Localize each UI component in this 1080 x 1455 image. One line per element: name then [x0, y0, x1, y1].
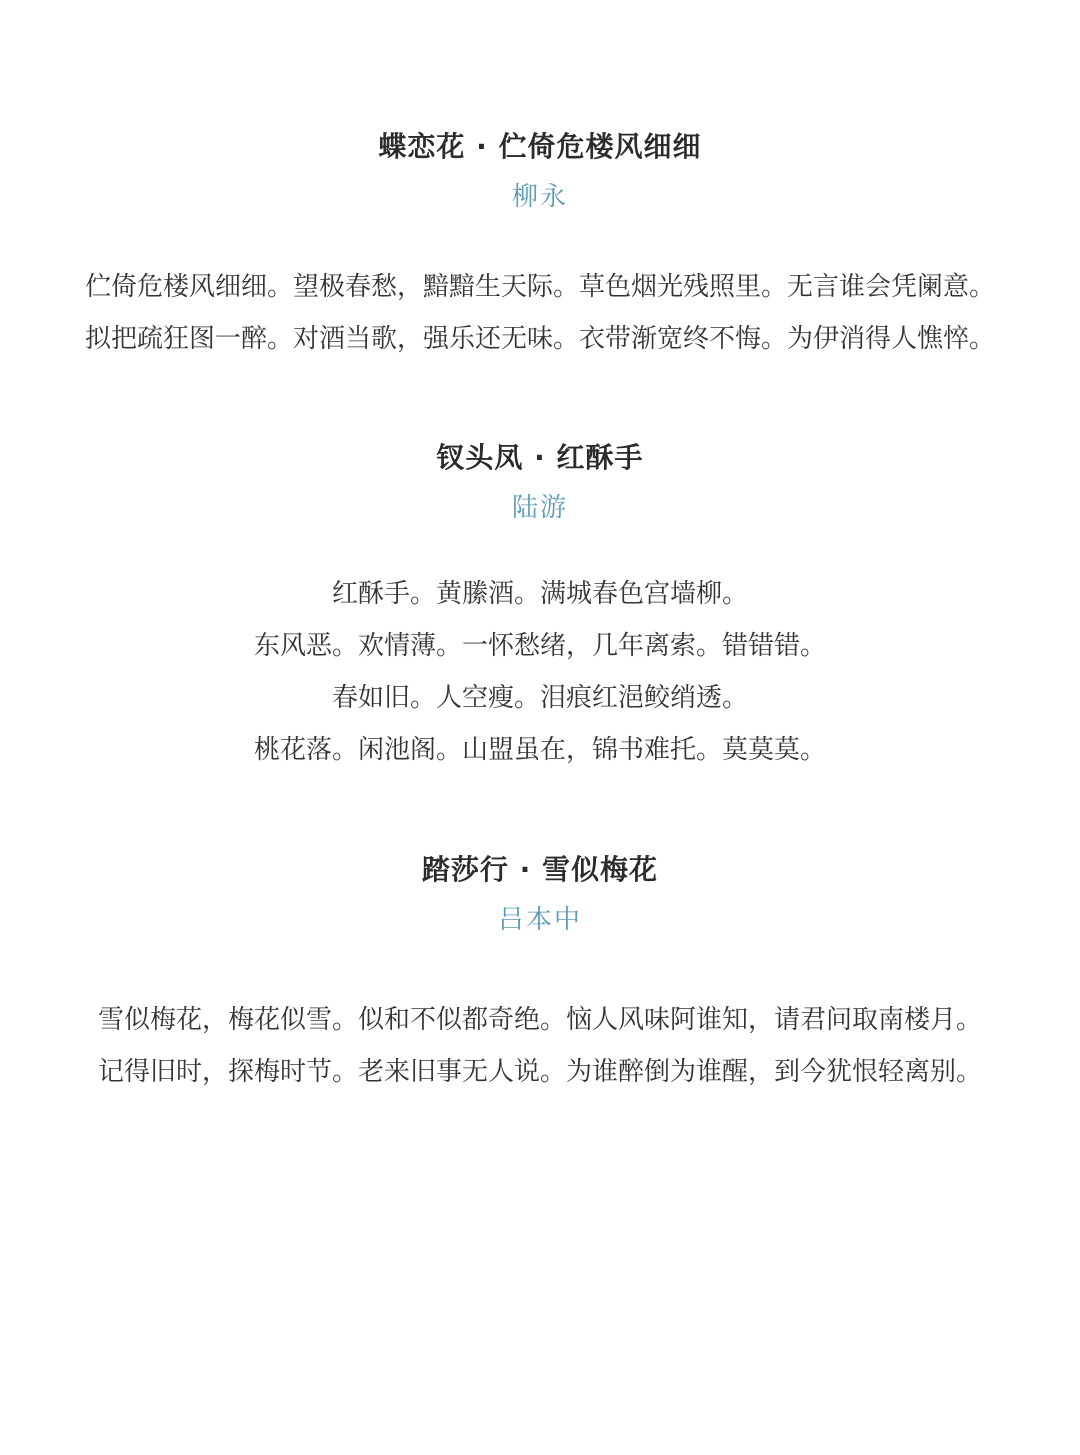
poem-line: 东风恶。欢情薄。一怀愁绪，几年离索。错错错。: [253, 631, 826, 661]
poem-section: [0, 438, 1080, 776]
poem-line: 春如旧。人空瘦。泪痕红浥鲛绡透。: [331, 683, 748, 713]
poem-title: 踏莎行 · 雪似梅花: [421, 853, 659, 886]
poem-line: 记得旧时，探梅时节。老来旧事无人说。为谁醉倒为谁醒，到今犹恨轻离别。: [97, 1057, 982, 1087]
poem-title: 蝶恋花 · 伫倚危楼风细细: [378, 130, 702, 163]
poem-body: [0, 261, 1080, 365]
poem-title: 钗头凤 · 红酥手: [436, 441, 644, 474]
poem-line: 红酥手。黄縢酒。满城春色宫墙柳。: [331, 579, 748, 609]
poem-line: 伫倚危楼风细细。望极春愁，黯黯生天际。草色烟光残照里。无言谁会凭阑意。: [84, 272, 995, 302]
poem-section: [0, 850, 1080, 1098]
poem-author: 柳永: [511, 182, 568, 212]
poem-line: 拟把疏狂图一醉。对酒当歌，强乐还无味。衣带渐宽终不悔。为伊消得人憔悴。: [84, 324, 995, 354]
poem-author: 陆游: [511, 493, 568, 523]
poem-author: 吕本中: [497, 905, 582, 935]
poem-body: [0, 994, 1080, 1098]
poem-line: 桃花落。闲池阁。山盟虽在，锦书难托。莫莫莫。: [253, 735, 826, 765]
poem-line: 雪似梅花，梅花似雪。似和不似都奇绝。恼人风味阿谁知，请君问取南楼月。: [97, 1005, 982, 1035]
poem-section: [0, 127, 1080, 365]
poem-body: [0, 568, 1080, 776]
